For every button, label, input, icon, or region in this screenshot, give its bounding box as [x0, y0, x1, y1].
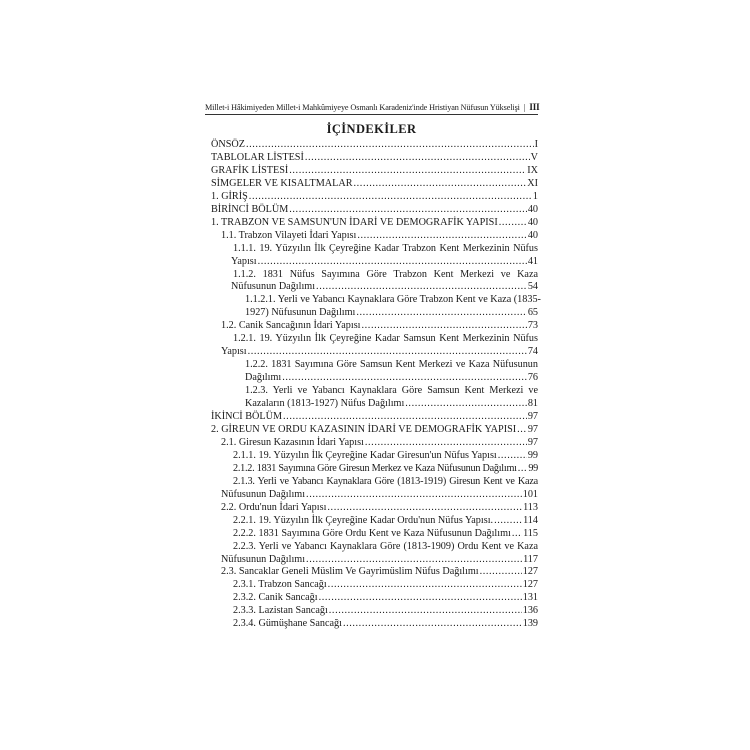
dot-leader	[327, 502, 522, 515]
dot-leader	[362, 320, 527, 333]
toc-entry[interactable]	[211, 592, 538, 605]
toc-entry-page: 97	[527, 436, 538, 448]
toc-entry-label-line1: 1.2.1. 19. Yüzyılın İlk Çeyreğine Kadar Samsun Kent Merkezinin Nüfus	[233, 333, 538, 345]
toc-entry[interactable]	[211, 424, 538, 437]
dot-leader	[518, 463, 528, 476]
toc-entry-label-line1: 1.2.2. 1831 Sayımına Göre Samsun Kent Merkezi ve Kaza Nüfusunun	[245, 359, 538, 371]
toc-entry-page: 73	[527, 320, 538, 332]
toc-entry[interactable]	[211, 204, 538, 217]
table-of-contents	[211, 139, 541, 631]
running-header-page-number: III	[529, 102, 540, 112]
toc-entry-label: 2.3.2. Canik Sancağı	[233, 592, 318, 604]
dot-leader	[517, 424, 527, 437]
toc-heading: İÇİNDEKİLER	[326, 122, 417, 136]
dot-leader	[258, 256, 527, 269]
toc-entry[interactable]	[211, 463, 538, 476]
toc-entry-page: 131	[522, 592, 538, 604]
toc-entry-label-line2: Kazaların (1813-1927) Nüfus Dağılımı	[245, 398, 405, 410]
running-header	[205, 101, 538, 115]
toc-entry-label-line2: Nüfusunun Dağılımı	[221, 553, 306, 565]
dot-leader	[282, 372, 527, 385]
toc-entry-label-line2: Nüfusunun Dağılımı	[221, 488, 306, 500]
toc-entry[interactable]	[211, 476, 538, 502]
dot-leader	[356, 307, 526, 320]
toc-entry-page: 114	[523, 514, 538, 526]
toc-entry-label: BİRİNCİ BÖLÜM	[211, 203, 289, 215]
toc-entry-line2	[245, 372, 538, 385]
toc-entry-line2	[221, 489, 538, 502]
toc-entry-label: 2.2.1. 19. Yüzyılın İlk Çeyreğine Kadar Ordu'nun Nüfus Yapısı.	[233, 514, 494, 526]
dot-leader	[306, 554, 522, 567]
toc-entry-label: GRAFİK LİSTESİ	[211, 164, 289, 176]
toc-entry-line2	[221, 346, 538, 359]
toc-entry[interactable]	[211, 359, 538, 385]
dot-leader	[354, 178, 527, 191]
toc-entry[interactable]	[211, 541, 538, 567]
dot-leader	[289, 204, 527, 217]
dot-leader	[480, 566, 522, 579]
toc-entry[interactable]	[211, 566, 538, 579]
toc-entry-page: 127	[522, 566, 538, 578]
toc-entry-page: 117	[523, 553, 538, 565]
toc-entry-label-line1: 1.1.2.1. Yerli ve Yabancı Kaynaklara Göre Trabzon Kent ve Kaza (1835-	[245, 294, 541, 306]
toc-entry-page: 115	[523, 527, 538, 539]
toc-entry-page: 99	[527, 449, 538, 461]
toc-entry-page: XI	[527, 177, 538, 189]
toc-entry-page: 40	[527, 229, 538, 241]
dot-leader	[283, 411, 527, 424]
dot-leader	[499, 217, 527, 230]
toc-entry-label: 2.1.1. 19. Yüzyılın İlk Çeyreğine Kadar Giresun'un Nüfus Yapısı	[233, 449, 497, 461]
dot-leader	[319, 592, 522, 605]
dot-leader	[357, 230, 526, 243]
toc-entry-label-line1: 1.2.3. Yerli ve Yabancı Kaynaklara Göre Samsun Kent Merkezi ve	[245, 385, 538, 397]
toc-entry-page: 81	[527, 398, 538, 410]
toc-entry-label: ÖNSÖZ	[211, 139, 245, 150]
toc-entry[interactable]	[211, 243, 538, 269]
running-header-title: Millet-i Hâkimiyeden Millet-i Mahkûmiyeye Osmanlı Karadeniz'inde Hristiyan Nüfusun Yükselişi	[205, 103, 520, 112]
toc-entry[interactable]	[211, 579, 538, 592]
toc-entry-page: V	[530, 151, 538, 163]
toc-entry-line2	[221, 281, 538, 294]
toc-entry[interactable]	[211, 165, 538, 178]
toc-entry-page: 101	[522, 488, 538, 500]
toc-entry-label: 2.2. Ordu'nun İdari Yapısı	[221, 501, 327, 513]
toc-entry-label-line2: 1927) Nüfusunun Dağılımı	[245, 307, 356, 319]
toc-entry[interactable]	[211, 269, 538, 295]
dot-leader	[498, 450, 527, 463]
toc-entry-page: 97	[527, 411, 538, 423]
toc-entry-label: 1.2. Canik Sancağının İdari Yapısı	[221, 320, 361, 332]
toc-entry-label: 2. GİREUN VE ORDU KAZASININ İDARİ VE DEMOGRAFİK YAPISI	[211, 423, 517, 435]
toc-entry-label: 2.2.2. 1831 Sayımına Göre Ordu Kent ve Kaza Nüfusunun Dağılımı	[233, 527, 511, 539]
toc-entry-label: 2.3. Sancaklar Geneli Müslim Ve Gayrimüslim Nüfus Dağılımı	[221, 566, 479, 578]
dot-leader	[249, 191, 532, 204]
toc-entry-label-line1: 1.1.1. 19. Yüzyılın İlk Çeyreğine Kadar Trabzon Kent Merkezinin Nüfus	[233, 242, 538, 254]
toc-entry[interactable]	[211, 320, 538, 333]
toc-entry-label-line2: Nüfusunun Dağılımı	[231, 281, 316, 293]
toc-entry-page: 99	[528, 462, 538, 474]
toc-entry[interactable]	[211, 191, 538, 204]
toc-entry[interactable]	[211, 217, 538, 230]
toc-entry-line2	[245, 398, 538, 411]
toc-entry[interactable]	[211, 385, 538, 411]
toc-entry-label: TABLOLAR LİSTESİ	[211, 151, 304, 163]
dot-leader	[246, 139, 534, 152]
toc-entry[interactable]	[211, 502, 538, 515]
toc-entry[interactable]	[211, 411, 538, 424]
toc-entry[interactable]	[211, 230, 538, 243]
toc-entry-page: 136	[522, 605, 538, 617]
toc-entry[interactable]	[211, 450, 538, 463]
dot-leader	[512, 528, 522, 541]
toc-entry-page: 113	[523, 501, 538, 513]
toc-entry-line2	[221, 256, 538, 269]
toc-entry-page: 40	[527, 216, 538, 228]
toc-entry-label-line2: Yapısı	[221, 346, 247, 358]
dot-leader	[365, 437, 527, 450]
toc-entry-label-line1: 2.1.3. Yerli ve Yabancı Kaynaklara Göre (1813-1919) Giresun Kent ve Kaza	[233, 475, 538, 487]
toc-entry-page: 74	[527, 346, 538, 358]
toc-entry-page: 127	[522, 579, 538, 591]
toc-entry-label: 1. GİRİŞ	[211, 190, 248, 202]
toc-entry-line2	[221, 554, 538, 567]
toc-entry-label: 2.3.4. Gümüşhane Sancağı	[233, 618, 342, 630]
dot-leader	[405, 398, 527, 411]
toc-entry-page: IX	[527, 164, 538, 176]
toc-entry-page: 41	[527, 255, 538, 267]
toc-entry-line2	[245, 307, 538, 320]
toc-entry[interactable]	[211, 605, 538, 618]
toc-entry-page: 65	[527, 307, 538, 319]
toc-entry-page: 1	[532, 190, 538, 202]
toc-entry-page: 97	[527, 423, 538, 435]
dot-leader	[306, 489, 522, 502]
running-header-separator: |	[523, 103, 526, 112]
dot-leader	[316, 281, 527, 294]
toc-entry-page: 76	[527, 372, 538, 384]
toc-entry[interactable]	[211, 437, 538, 450]
toc-entry-label: İKİNCİ BÖLÜM	[211, 411, 283, 423]
toc-entry[interactable]	[211, 178, 538, 191]
toc-entry-page: 139	[522, 618, 538, 630]
toc-entry-label: 1.1. Trabzon Vilayeti İdari Yapısı	[221, 229, 357, 241]
dot-leader	[343, 618, 522, 631]
toc-entry-label: 1. TRABZON VE SAMSUN'UN İDARİ VE DEMOGRAFİK YAPISI	[211, 216, 498, 228]
toc-entry[interactable]	[211, 152, 538, 165]
toc-entry-label-line2: Dağılımı	[245, 372, 282, 384]
dot-leader	[494, 515, 522, 528]
toc-entry-page: 54	[527, 281, 538, 293]
toc-entry-label: 2.1. Giresun Kazasının İdari Yapısı	[221, 436, 364, 448]
toc-entry[interactable]	[211, 139, 538, 152]
toc-entry[interactable]	[211, 294, 541, 320]
dot-leader	[328, 579, 522, 592]
toc-entry-label: 2.3.3. Lazistan Sancağı	[233, 605, 328, 617]
toc-entry-page: 40	[527, 203, 538, 215]
dot-leader	[248, 346, 527, 359]
toc-entry-label: 2.3.1. Trabzon Sancağı	[233, 579, 327, 591]
dot-leader	[305, 152, 530, 165]
dot-leader	[329, 605, 522, 618]
toc-entry-label-line1: 1.1.2. 1831 Nüfus Sayımına Göre Trabzon Kent Merkezi ve Kaza	[233, 268, 538, 280]
toc-entry-label: 2.1.2. 1831 Sayımına Göre Giresun Merkez ve Kaza Nüfusunun Dağılımı	[233, 462, 517, 474]
toc-entry[interactable]	[211, 515, 538, 528]
toc-entry[interactable]	[211, 618, 538, 631]
toc-entry[interactable]	[211, 333, 538, 359]
dot-leader	[289, 165, 526, 178]
toc-entry[interactable]	[211, 528, 538, 541]
toc-entry-page: I	[534, 139, 538, 150]
toc-entry-label-line1: 2.2.3. Yerli ve Yabancı Kaynaklara Göre (1813-1909) Ordu Kent ve Kaza	[233, 540, 538, 552]
toc-entry-label: SİMGELER VE KISALTMALAR	[211, 177, 353, 189]
toc-entry-label-line2: Yapısı	[231, 255, 257, 267]
